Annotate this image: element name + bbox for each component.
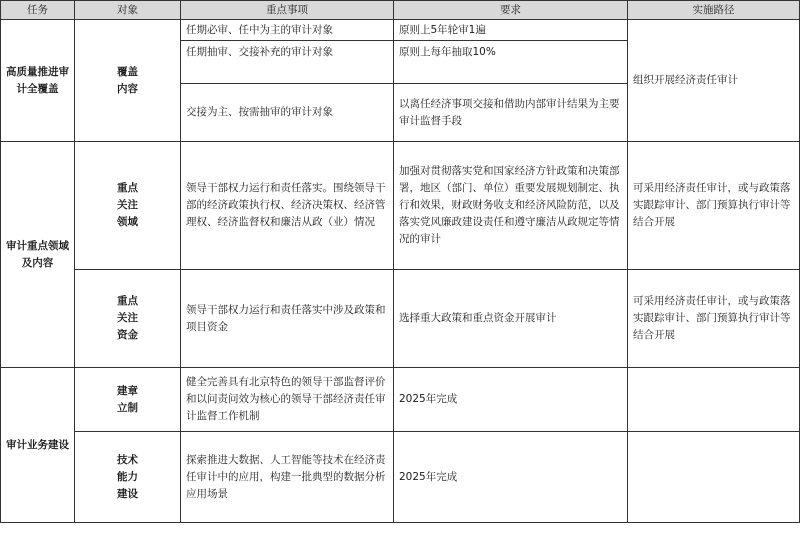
path-cell: 可采用经济责任审计，或与政策落实跟踪审计、部门预算执行审计等结合开展 — [628, 142, 800, 270]
item-cell: 探索推进大数据、人工智能等技术在经济责任审计中的应用，构建一批典型的数据分析应用场景 — [181, 432, 394, 523]
object-cell — [75, 142, 181, 270]
object-line: 重点 — [117, 182, 138, 194]
item-cell: 任期抽审、交接补充的审计对象 — [181, 41, 394, 84]
path-cell: 可采用经济责任审计，或与政策落实跟踪审计、部门预算执行审计等结合开展 — [628, 270, 800, 368]
object-line: 能力 — [117, 470, 138, 483]
object-line: 资金 — [117, 329, 138, 341]
table-row — [1, 270, 800, 368]
item-cell: 领导干部权力运行和责任落实。围绕领导干部的经济政策执行权、经济决策权、经济管理权、经济监督权和廉洁从政（业）情况 — [181, 142, 394, 270]
object-line: 关注 — [117, 199, 138, 211]
header-requirements: 要求 — [394, 1, 628, 20]
table-row — [1, 20, 800, 41]
requirement-cell: 选择重大政策和重点资金开展审计 — [394, 270, 628, 368]
object-line: 内容 — [117, 82, 138, 95]
object-line: 技术 — [117, 453, 138, 466]
object-line: 覆盖 — [117, 65, 138, 78]
header-implementation-path: 实施路径 — [628, 1, 800, 20]
item-cell: 领导干部权力运行和责任落实中涉及政策和项目资金 — [181, 270, 394, 368]
object-line: 建设 — [117, 487, 138, 500]
object-line: 建章 — [117, 384, 138, 397]
object-line: 立制 — [117, 401, 138, 414]
requirement-cell: 2025年完成 — [394, 368, 628, 432]
header-task: 任务 — [1, 1, 75, 20]
path-cell — [628, 432, 800, 523]
requirement-cell: 以离任经济事项交接和借助内部审计结果为主要审计监督手段 — [394, 84, 628, 142]
object-cell — [75, 270, 181, 368]
header-key-items: 重点事项 — [181, 1, 394, 20]
table-row — [1, 368, 800, 432]
header-object: 对象 — [75, 1, 181, 20]
path-cell: 组织开展经济责任审计 — [628, 20, 800, 142]
requirement-cell: 加强对贯彻落实党和国家经济方针政策和决策部署，地区（部门、单位）重要发展规划制定、执行和效果，财政财务收支和经济风险防范，以及落实党风廉政建设责任和遵守廉洁从政规定等情况的审计 — [394, 142, 628, 270]
task-cell: 高质量推进审计全覆盖 — [1, 20, 75, 142]
requirement-cell: 原则上每年抽取10% — [394, 41, 628, 84]
table-row — [1, 142, 800, 270]
item-cell: 健全完善具有北京特色的领导干部监督评价和以问责问效为核心的领导干部经济责任审计监督工作机制 — [181, 368, 394, 432]
requirement-cell: 2025年完成 — [394, 432, 628, 523]
requirement-cell: 原则上5年轮审1遍 — [394, 20, 628, 41]
object-cell — [75, 20, 181, 142]
object-line: 领域 — [117, 216, 138, 228]
task-cell: 审计重点领域及内容 — [1, 142, 75, 368]
task-cell: 审计业务建设 — [1, 368, 75, 523]
object-line: 关注 — [117, 312, 138, 324]
table-row — [1, 432, 800, 523]
object-cell — [75, 368, 181, 432]
item-cell: 交接为主、按需抽审的审计对象 — [181, 84, 394, 142]
path-cell — [628, 368, 800, 432]
object-line: 重点 — [117, 295, 138, 307]
object-cell — [75, 432, 181, 523]
header-row — [1, 1, 800, 20]
item-cell: 任期必审、任中为主的审计对象 — [181, 20, 394, 41]
